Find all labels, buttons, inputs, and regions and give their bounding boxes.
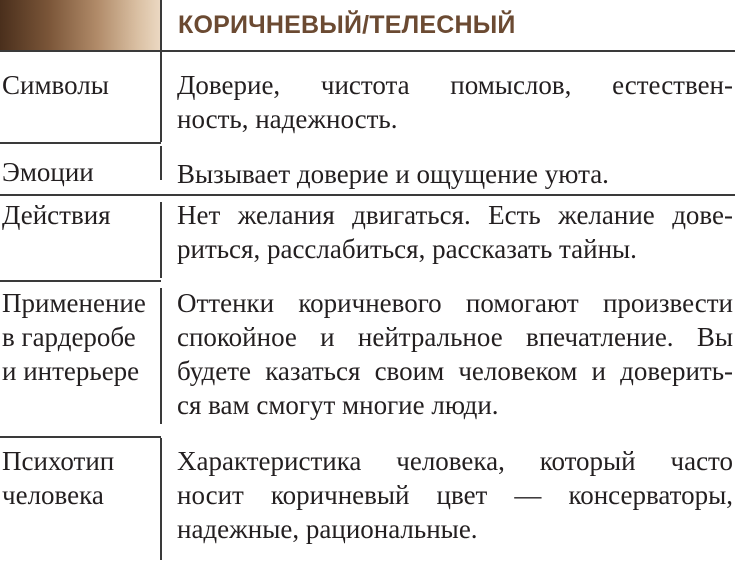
page-title: КОРИЧНЕВЫЙ/ТЕЛЕСНЫЙ — [178, 11, 516, 39]
row-value-actions: Нет желания двигаться. Есть желание дове- риться, расслабиться, рассказать тайны. — [177, 200, 733, 264]
column-divider — [160, 438, 162, 560]
color-swatch — [0, 0, 161, 50]
row-divider — [0, 194, 735, 196]
column-divider — [160, 146, 162, 180]
row-divider — [0, 280, 161, 282]
row-label-emotions: Эмоции — [2, 157, 94, 187]
row-label-usage: Применение в гардеробе и интерьере — [2, 288, 146, 386]
row-label-symbols: Символы — [2, 70, 109, 100]
column-divider — [160, 0, 162, 142]
row-divider — [0, 50, 735, 52]
column-divider — [160, 202, 162, 278]
row-label-psychotype: Психотип человека — [2, 446, 115, 510]
row-value-symbols: Доверие, чистота помыслов, естествен- ность, надежность. — [177, 70, 733, 134]
row-value-usage: Оттенки коричневого помогают произвести спокойное и нейтральное впечатление. Вы будете казаться своим человеком и доверить- ся вам смогут многие люди. — [177, 288, 733, 420]
row-value-emotions: Вызывает доверие и ощущение уюта. — [177, 159, 609, 189]
column-divider — [160, 288, 162, 424]
row-divider — [0, 436, 161, 438]
row-value-psychotype: Характеристика человека, который часто носит коричневый цвет — консерваторы, надежные, рациональные. — [177, 446, 733, 544]
row-label-actions: Действия — [2, 200, 111, 230]
row-divider — [0, 142, 161, 144]
